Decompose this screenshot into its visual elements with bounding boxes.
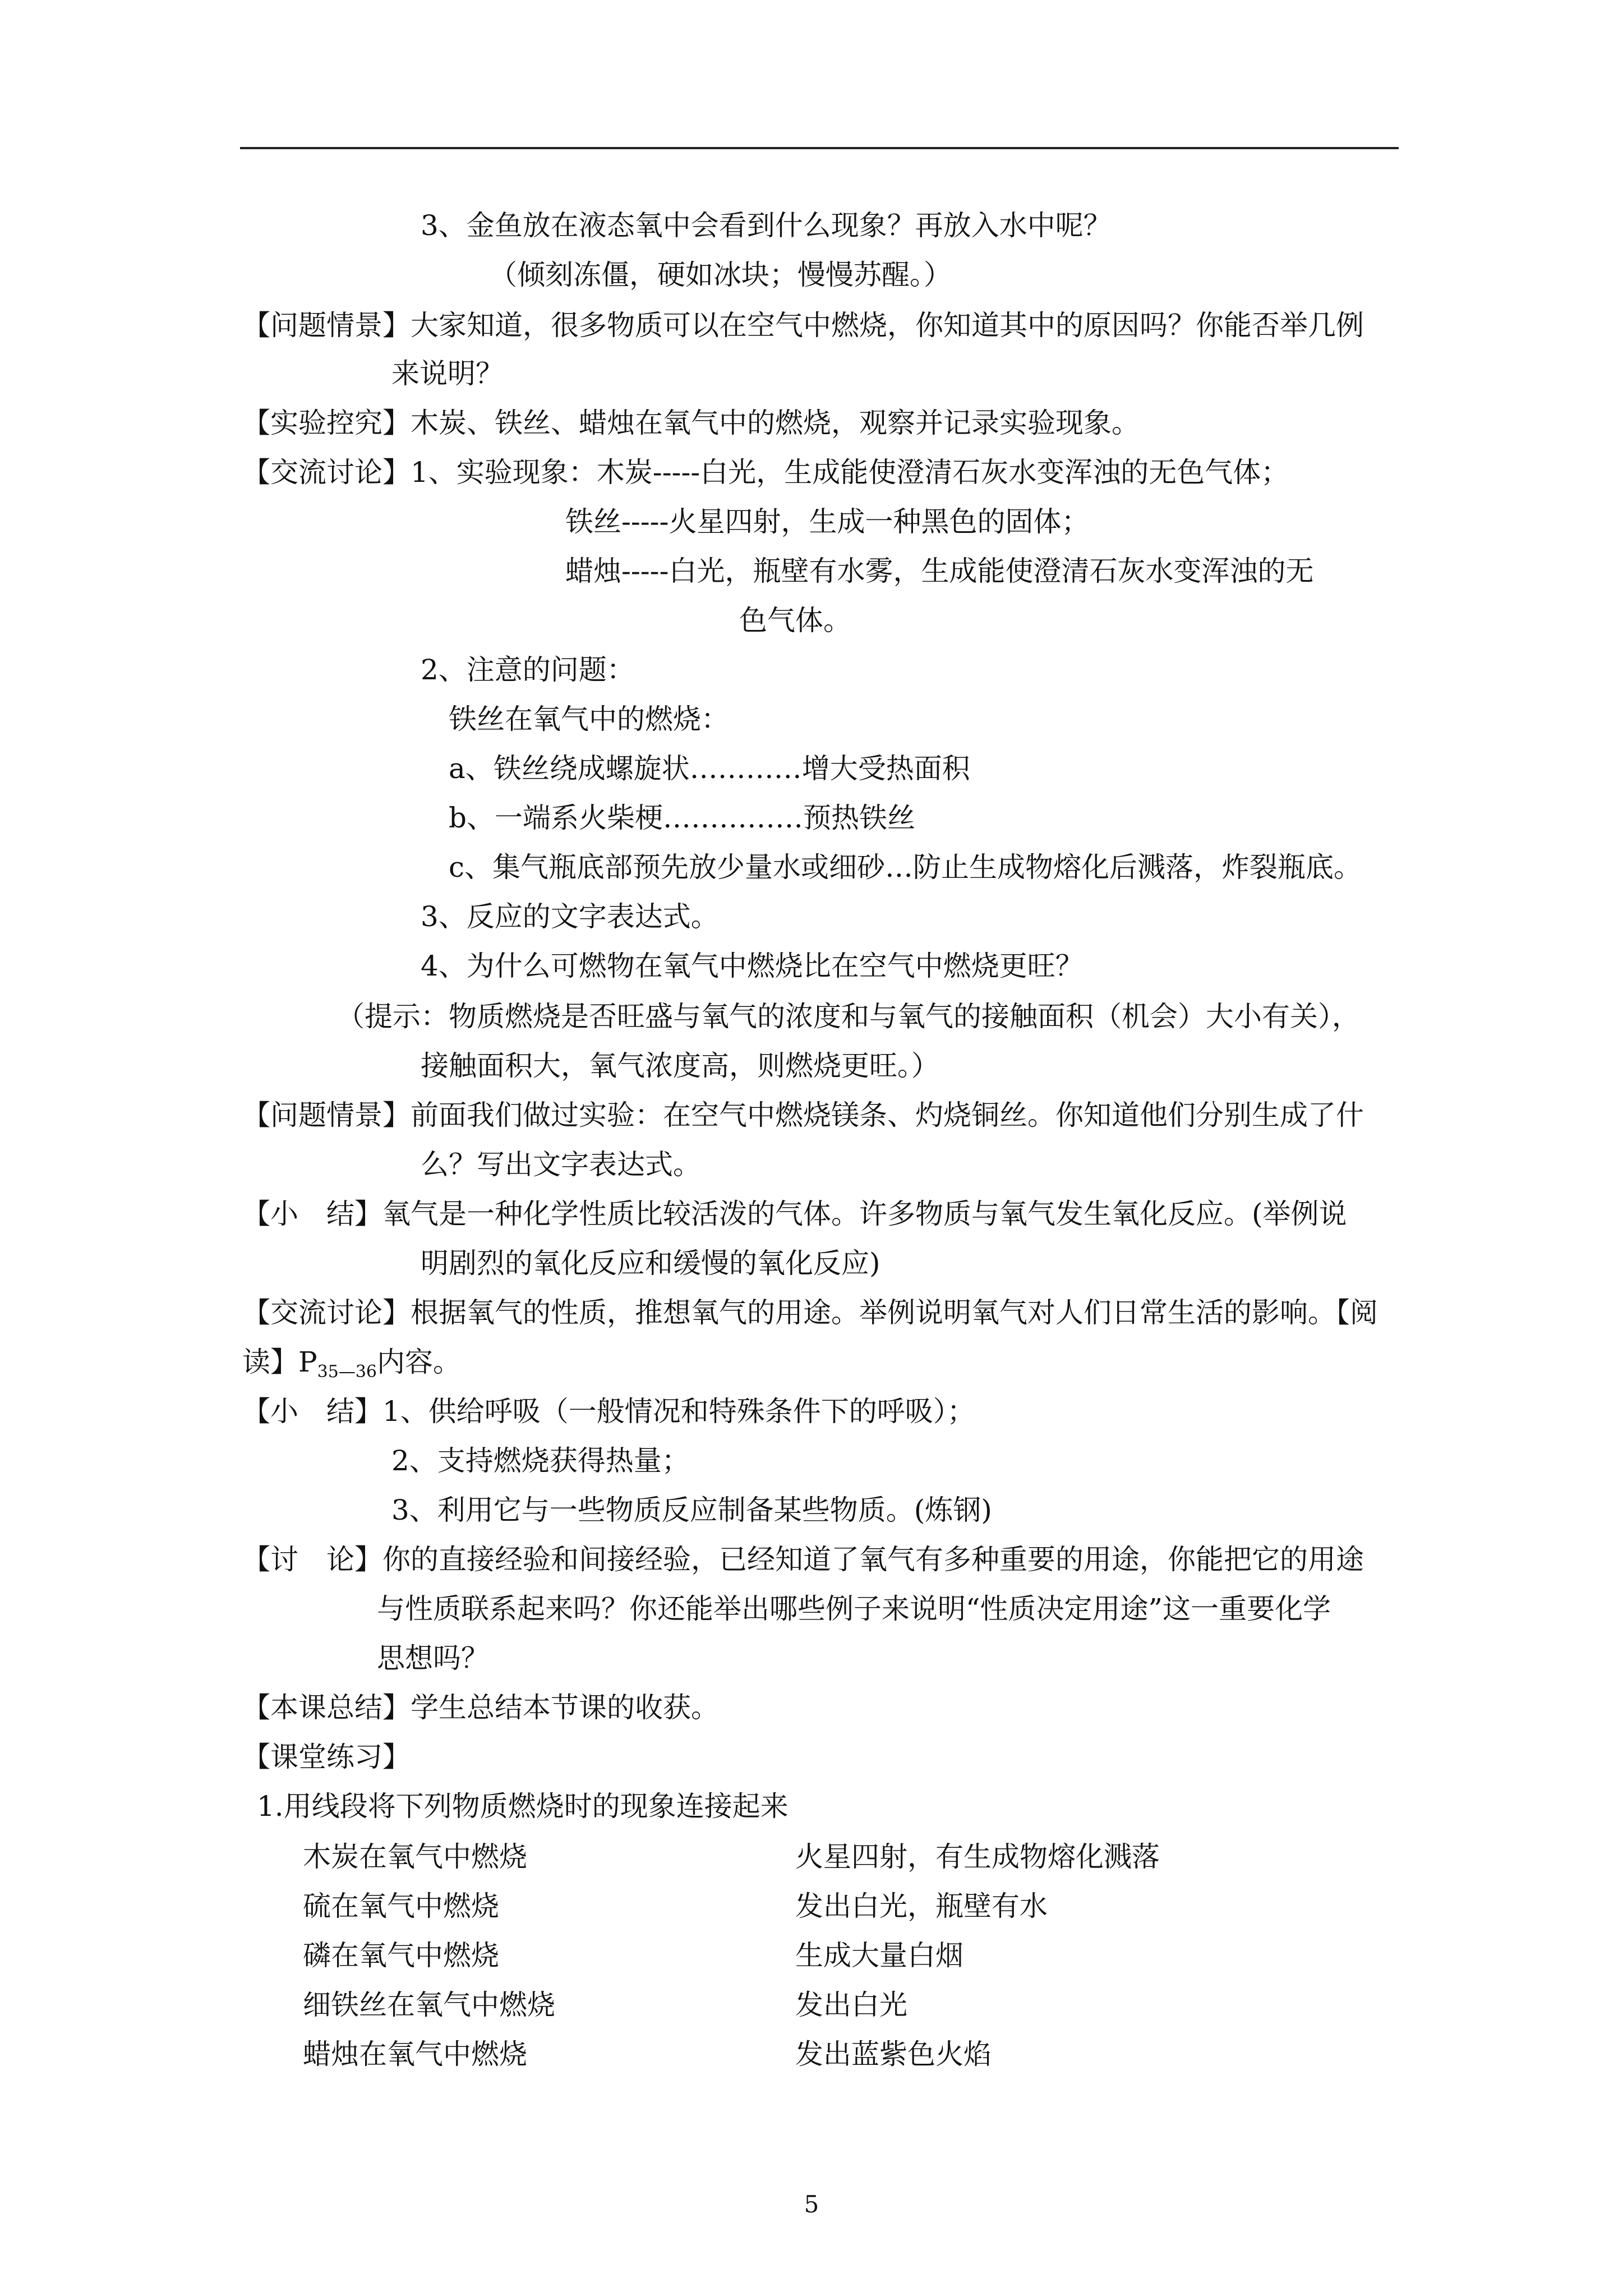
reading-label: 读】P <box>242 1346 317 1378</box>
match-left-item: 磷在氧气中燃烧 <box>303 1939 499 1972</box>
discussion-3-cont: 与性质联系起来吗？你还能举出哪些例子来说明“性质决定用途”这一重要化学 <box>377 1593 1331 1625</box>
note-b: b、一端系火柴梗……………预热铁丝 <box>449 802 916 834</box>
hint: （提示：物质燃烧是否旺盛与氧气的浓度和与氧气的接触面积（机会）大小有关）， <box>336 1000 1360 1033</box>
summary-1-cont: 明剧烈的氧化反应和缓慢的氧化反应) <box>421 1247 880 1280</box>
match-right-item: 发出蓝紫色火焰 <box>795 2038 992 2070</box>
problem-scenario-2-cont: 么？写出文字表达式。 <box>421 1148 701 1181</box>
iron-wire-phenomenon: 铁丝-----火星四射，生成一种黑色的固体； <box>565 505 1090 538</box>
summary-2: 【小 结】1、供给呼吸（一般情况和特殊条件下的呼吸）； <box>242 1395 975 1428</box>
problem-scenario-2: 【问题情景】前面我们做过实验：在空气中燃烧镁条、灼烧铜丝。你知道他们分别生成了什 <box>242 1099 1364 1131</box>
match-right-item: 发出白光，瓶壁有水 <box>795 1890 1048 1922</box>
candle-phenomenon-cont: 色气体。 <box>739 604 851 637</box>
summary-1: 【小 结】氧气是一种化学性质比较活泼的气体。许多物质与氧气发生氧化反应。(举例说 <box>242 1198 1347 1230</box>
match-right-item: 生成大量白烟 <box>795 1939 963 1972</box>
problem-scenario-1: 【问题情景】大家知道，很多物质可以在空气中燃烧，你知道其中的原因吗？你能否举几例 <box>242 309 1364 342</box>
discussion-3: 【讨 论】你的直接经验和间接经验，已经知道了氧气有多种重要的用途，你能把它的用途 <box>242 1543 1364 1576</box>
match-right-item: 发出白光 <box>795 1989 907 2021</box>
experiment-inquiry: 【实验控究】木炭、铁丝、蜡烛在氧气中的燃烧，观察并记录实验现象。 <box>242 407 1140 439</box>
match-left-item: 蜡烛在氧气中燃烧 <box>303 2038 527 2070</box>
match-left-item: 细铁丝在氧气中燃烧 <box>303 1989 555 2021</box>
page-range-subscript: 35—36 <box>317 1362 377 1382</box>
note-a: a、铁丝绕成螺旋状…………增大受热面积 <box>449 752 970 785</box>
header-rule <box>240 147 1399 149</box>
discussion-3-cont2: 思想吗？ <box>377 1642 489 1674</box>
match-left-item: 硫在氧气中燃烧 <box>303 1890 499 1922</box>
attention-heading: 2、注意的问题： <box>421 654 635 686</box>
discussion-2: 【交流讨论】根据氧气的性质，推想氧气的用途。举例说明氧气对人们日常生活的影响。【阅 <box>242 1296 1378 1329</box>
discussion-2-cont <box>242 1345 461 1389</box>
discussion-1: 【交流讨论】1、实验现象：木炭-----白光，生成能使澄清石灰水变浑浊的无色气体； <box>242 456 1289 489</box>
candle-phenomenon: 蜡烛-----白光，瓶壁有水雾，生成能使澄清石灰水变浑浊的无 <box>565 555 1314 587</box>
question-word-equation: 3、反应的文字表达式。 <box>421 900 719 933</box>
match-left-item: 木炭在氧气中燃烧 <box>303 1841 527 1873</box>
answer-3: （倾刻冻僵，硬如冰块；慢慢苏醒。） <box>489 259 952 291</box>
reading-content-label: 内容。 <box>377 1346 462 1378</box>
class-exercise-heading: 【课堂练习】 <box>242 1741 411 1773</box>
question-3: 3、金鱼放在液态氧中会看到什么现象？再放入水中呢？ <box>421 209 1112 242</box>
summary-2-item2: 2、支持燃烧获得热量； <box>391 1444 690 1477</box>
lesson-summary: 【本课总结】学生总结本节课的收获。 <box>242 1691 719 1724</box>
question-4: 4、为什么可燃物在氧气中燃烧比在空气中燃烧更旺？ <box>421 950 1083 982</box>
summary-2-item3: 3、利用它与一些物质反应制备某些物质。(炼钢) <box>391 1494 992 1526</box>
page-number: 5 <box>804 2191 819 2218</box>
exercise-1: 1.用线段将下列物质燃烧时的现象连接起来 <box>257 1790 789 1823</box>
note-c: c、集气瓶底部预先放少量水或细砂…防止生成物熔化后溅落，炸裂瓶底。 <box>449 851 1362 884</box>
iron-wire-burning: 铁丝在氧气中的燃烧： <box>449 703 729 735</box>
match-right-item: 火星四射，有生成物熔化溅落 <box>795 1841 1160 1873</box>
problem-scenario-1-cont: 来说明？ <box>391 357 504 390</box>
hint-cont: 接触面积大，氧气浓度高，则燃烧更旺。） <box>421 1050 939 1082</box>
